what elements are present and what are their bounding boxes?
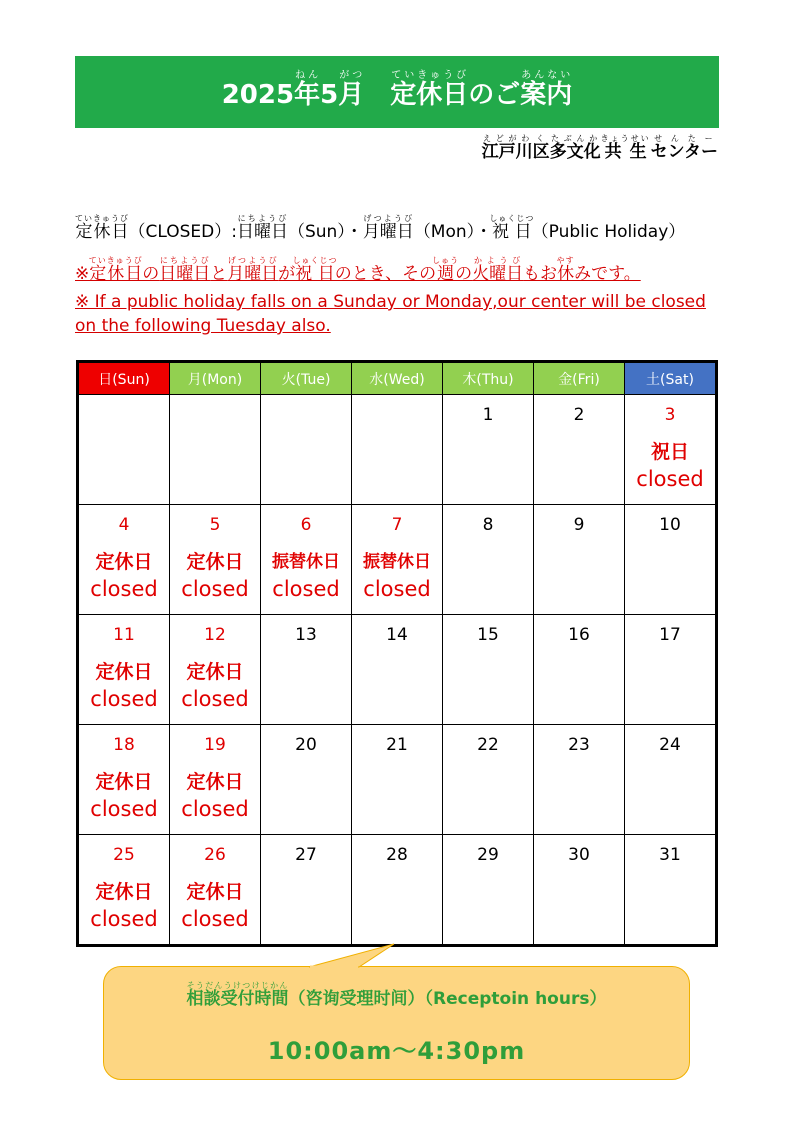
furigana: きょうせい xyxy=(600,134,651,143)
text-segment xyxy=(364,80,390,110)
calendar-day-cell xyxy=(352,725,443,835)
day-status-label: 定休日 xyxy=(186,551,244,573)
header-mon: 月(Mon) xyxy=(170,362,261,395)
day-number: 21 xyxy=(386,735,408,755)
furigana: かようび xyxy=(472,256,524,265)
furigana: せんたー xyxy=(650,134,718,143)
calendar-day-cell xyxy=(78,835,170,946)
furigana: にちようび xyxy=(159,256,211,265)
text-segment: （Mon）・ xyxy=(413,222,493,242)
text-segment: 5 xyxy=(320,80,339,110)
ruby-segment: 多文化たぶんか xyxy=(549,134,601,162)
day-number: 3 xyxy=(664,405,676,425)
ruby-segment: 月曜日げつようび xyxy=(362,214,414,242)
furigana: えどがわ xyxy=(481,134,533,143)
calendar-day-cell xyxy=(443,835,534,946)
header-fri: 金(Fri) xyxy=(534,362,625,395)
day-number: 28 xyxy=(386,845,408,865)
text-segment: もお xyxy=(523,264,558,284)
furigana: あんない xyxy=(520,70,573,81)
header-sat: 土(Sat) xyxy=(625,362,717,395)
ruby-segment: 年ねん xyxy=(294,70,321,110)
calendar-day-cell xyxy=(78,615,170,725)
ruby-segment: 休やす xyxy=(556,256,575,284)
ruby-segment: 月曜日げつようび xyxy=(227,256,279,284)
ruby-segment: 相談受付時間そうだんうけつけじかん xyxy=(186,981,289,1009)
calendar-day-cell xyxy=(352,615,443,725)
closed-label: closed xyxy=(181,797,249,821)
header-wed: 水(Wed) xyxy=(352,362,443,395)
ruby-segment: 共生きょうせい xyxy=(600,134,651,162)
reception-hours-time: 10:00am〜4:30pm xyxy=(267,1037,526,1065)
calendar-day-cell xyxy=(170,505,261,615)
ruby-segment: 月がつ xyxy=(338,70,365,110)
calendar-day-cell xyxy=(352,835,443,946)
calendar-day-cell xyxy=(261,835,352,946)
day-status-label: 振替休日 xyxy=(363,552,431,572)
text-segment: と xyxy=(210,264,228,284)
closed-label: closed xyxy=(636,467,704,491)
calendar-day-cell xyxy=(625,835,717,946)
day-status-label: 定休日 xyxy=(95,551,153,573)
text-segment: みです。 xyxy=(574,264,641,284)
calendar-day-cell xyxy=(534,395,625,505)
text-segment: のご xyxy=(468,80,521,110)
day-number: 10 xyxy=(659,515,681,535)
furigana: く xyxy=(532,134,550,143)
day-status-label: 定休日 xyxy=(95,661,153,683)
furigana: たぶんか xyxy=(549,134,601,143)
calendar-day-cell xyxy=(78,725,170,835)
furigana: にちようび xyxy=(236,214,288,223)
closed-label: closed xyxy=(181,687,249,711)
day-status-label: 振替休日 xyxy=(272,552,340,572)
ruby-segment: 日曜日にちようび xyxy=(236,214,288,242)
closed-label: closed xyxy=(90,907,158,931)
text-segment: （咨询受理时间）（Receptoin hours） xyxy=(288,989,607,1009)
day-status-label: 定休日 xyxy=(186,881,244,903)
calendar-day-cell xyxy=(261,725,352,835)
furigana: げつようび xyxy=(227,256,279,265)
calendar-day-cell xyxy=(534,725,625,835)
furigana: ていきゅうび xyxy=(88,256,143,265)
furigana: そうだんうけつけじかん xyxy=(186,981,289,990)
closed-label: closed xyxy=(90,577,158,601)
furigana: げつようび xyxy=(362,214,414,223)
day-number: 25 xyxy=(113,845,135,865)
day-number: 5 xyxy=(209,515,221,535)
ruby-segment: 江戸川えどがわ xyxy=(481,134,533,162)
calendar-table xyxy=(76,360,718,947)
day-status-label: 定休日 xyxy=(95,881,153,903)
calendar-week-row xyxy=(78,725,717,835)
day-number: 7 xyxy=(391,515,403,535)
calendar-day-cell xyxy=(625,505,717,615)
ruby-segment: 週しゅう xyxy=(432,256,460,284)
day-number: 20 xyxy=(295,735,317,755)
calendar-week-row xyxy=(78,505,717,615)
calendar-day-cell xyxy=(534,835,625,946)
day-number: 30 xyxy=(568,845,590,865)
calendar-day-cell xyxy=(625,615,717,725)
calendar-week-row xyxy=(78,395,717,505)
notice-japanese xyxy=(75,256,725,286)
header-thu: 木(Thu) xyxy=(443,362,534,395)
day-number: 24 xyxy=(659,735,681,755)
ruby-segment: 祝日しゅくじつ xyxy=(489,214,535,242)
day-number: 6 xyxy=(300,515,312,535)
reception-hours-label xyxy=(104,981,689,1009)
furigana: しゅくじつ xyxy=(292,256,338,265)
closed-days-line xyxy=(75,214,685,242)
calendar-day-cell xyxy=(170,835,261,946)
ruby-segment: 定休日ていきゅうび xyxy=(390,70,469,110)
furigana: しゅう xyxy=(432,256,460,265)
day-number: 18 xyxy=(113,735,135,755)
closed-label: closed xyxy=(181,577,249,601)
calendar-day-cell xyxy=(261,395,352,505)
day-status-label: 定休日 xyxy=(95,771,153,793)
day-number: 4 xyxy=(118,515,130,535)
ruby-segment: 定休日ていきゅうび xyxy=(75,214,129,242)
ruby-segment: 火曜日かようび xyxy=(472,256,524,284)
day-number: 15 xyxy=(477,625,499,645)
day-number: 9 xyxy=(573,515,585,535)
closed-label: closed xyxy=(90,687,158,711)
text-segment: のとき、その xyxy=(334,264,437,284)
day-number: 17 xyxy=(659,625,681,645)
furigana: やす xyxy=(556,256,575,265)
day-number: 26 xyxy=(204,845,226,865)
day-number: 12 xyxy=(204,625,226,645)
day-number: 19 xyxy=(204,735,226,755)
day-status-label: 定休日 xyxy=(186,771,244,793)
notice-english: ※ If a public holiday falls on a Sunday or Monday,our center will be closed on the following Tuesday also. xyxy=(75,292,706,336)
calendar-day-cell xyxy=(443,725,534,835)
text-segment: （Public Holiday） xyxy=(531,222,686,242)
calendar-day-cell xyxy=(352,505,443,615)
calendar-week-row xyxy=(78,615,717,725)
calendar-day-cell xyxy=(78,505,170,615)
calendar-day-cell xyxy=(261,505,352,615)
header-tue: 火(Tue) xyxy=(261,362,352,395)
ruby-segment: 区く xyxy=(532,134,550,162)
text-segment: の xyxy=(455,264,473,284)
closed-label: closed xyxy=(272,577,340,601)
calendar-day-cell xyxy=(443,505,534,615)
ruby-segment: 祝日しゅくじつ xyxy=(292,256,338,284)
day-number: 22 xyxy=(477,735,499,755)
day-status-label: 定休日 xyxy=(186,661,244,683)
ruby-segment: センターせんたー xyxy=(650,134,718,162)
furigana: ねん xyxy=(294,70,321,81)
text-segment: ※ xyxy=(75,264,90,284)
closed-label: closed xyxy=(181,907,249,931)
day-number: 31 xyxy=(659,845,681,865)
day-number: 1 xyxy=(482,405,494,425)
day-number: 11 xyxy=(113,625,135,645)
day-number: 8 xyxy=(482,515,494,535)
furigana: がつ xyxy=(338,70,365,81)
text-segment: が xyxy=(278,264,296,284)
calendar-day-cell xyxy=(78,395,170,505)
text-segment: 2025 xyxy=(221,80,295,110)
title-banner xyxy=(75,56,719,128)
calendar-week-row xyxy=(78,835,717,946)
calendar-day-cell xyxy=(170,395,261,505)
day-number: 16 xyxy=(568,625,590,645)
calendar-day-cell xyxy=(352,395,443,505)
calendar-day-cell xyxy=(625,395,717,505)
ruby-segment: 日曜日にちようび xyxy=(159,256,211,284)
calendar-day-cell xyxy=(625,725,717,835)
day-status-label: 祝日 xyxy=(650,441,689,463)
closed-label: closed xyxy=(363,577,431,601)
ruby-segment: 定休日ていきゅうび xyxy=(88,256,143,284)
reception-hours-box xyxy=(103,966,690,1080)
closed-label: closed xyxy=(90,797,158,821)
furigana: ていきゅうび xyxy=(75,214,129,223)
text-segment: （Sun）・ xyxy=(287,222,363,242)
calendar-day-cell xyxy=(170,615,261,725)
day-number: 13 xyxy=(295,625,317,645)
calendar-header-row xyxy=(78,362,717,395)
organization-name xyxy=(482,134,718,162)
calendar-day-cell xyxy=(443,615,534,725)
text-segment: （CLOSED）: xyxy=(128,222,237,242)
furigana: しゅくじつ xyxy=(489,214,535,223)
callout-tail xyxy=(104,947,689,967)
calendar-day-cell xyxy=(534,615,625,725)
furigana: ていきゅうび xyxy=(390,70,469,81)
day-number: 14 xyxy=(386,625,408,645)
text-segment: の xyxy=(142,264,160,284)
page-title xyxy=(75,70,719,115)
calendar-day-cell xyxy=(261,615,352,725)
day-number: 2 xyxy=(573,405,585,425)
calendar-day-cell xyxy=(443,395,534,505)
ruby-segment: 案内あんない xyxy=(520,70,573,110)
calendar-day-cell xyxy=(534,505,625,615)
calendar-body xyxy=(78,395,717,946)
day-number: 27 xyxy=(295,845,317,865)
header-sun: 日(Sun) xyxy=(78,362,170,395)
day-number: 29 xyxy=(477,845,499,865)
calendar-day-cell xyxy=(170,725,261,835)
day-number: 23 xyxy=(568,735,590,755)
